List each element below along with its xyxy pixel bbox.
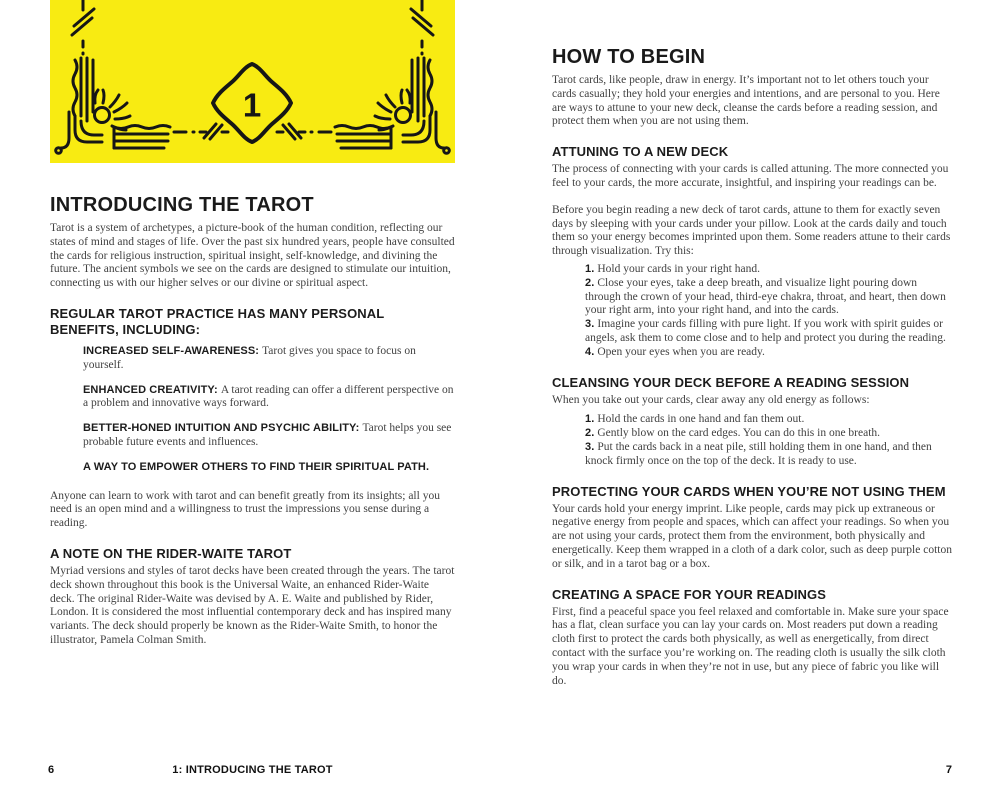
benefit-label: BETTER-HONED INTUITION AND PSYCHIC ABILITY:	[83, 422, 360, 435]
how-to-begin-paragraph: Tarot cards, like people, draw in energy. It’s important not to let others touch your cards casually; they hold your energies and intentions, and are personal to you. Here are ways to attune to your new deck, cleanse the cards before a reading session, and protect them when you are not using them.	[552, 74, 940, 128]
right-page-number: 7	[945, 764, 952, 776]
step-text: Hold the cards in one hand and fan them out.	[597, 413, 805, 426]
benefits-heading: REGULAR TAROT PRACTICE HAS MANY PERSONAL BENEFITS, INCLUDING:	[50, 305, 385, 337]
step-number: 1.	[585, 262, 595, 275]
art-background	[50, 0, 455, 163]
creating-space-heading: CREATING A SPACE FOR YOUR READINGS	[552, 586, 827, 602]
benefit-text: Tarot helps you see probable future events and influences.	[83, 422, 452, 448]
step-text: Open your eyes when you are ready.	[597, 345, 765, 358]
benefit-item	[83, 345, 455, 373]
creating-space-paragraph: First, find a peaceful space you feel relaxed and comfortable in. Make sure your space has a flat, clean surface you can lay your cards on. Most readers put down a reading cloth first to protect the cards both physically, as well as energetically, from direct contact with the surface you’re working on. The reading cloth is usually the silk cloth you wrap your cards in when they’re not in use, but any piece of fabric you like will do.	[552, 605, 949, 687]
chapter-footer-label: 1: INTRODUCING THE TAROT	[172, 764, 333, 776]
benefit-item	[83, 422, 455, 450]
benefit-text: A tarot reading can offer a different perspective on a problem and innovative ways forward.	[83, 383, 454, 410]
benefit-item	[83, 384, 455, 412]
step-number: 1.	[585, 413, 595, 426]
protecting-paragraph: Your cards hold your energy imprint. Like people, cards may pick up extraneous or negative energy from people and spaces, which can affect your readings. So when you are not using your cards, protect them from the environment, both physically and energetically. Keep them wrapped in a cloth of a dark color, such as deep purple cotton or silk, and in a tarot bag or a box.	[552, 502, 952, 570]
right-page	[552, 45, 952, 688]
attuning-paragraph-1: The process of connecting with your cards is called attuning. The more connected you feel to your cards, the more accurate, insightful, and inspiring your readings can be.	[552, 163, 949, 189]
step-text: Hold your cards in your right hand.	[597, 262, 760, 275]
step-text: Gently blow on the card edges. You can do this in one breath.	[597, 427, 881, 440]
step-item	[585, 277, 952, 318]
right-page-title: HOW TO BEGIN	[552, 46, 706, 68]
rider-waite-paragraph: Myriad versions and styles of tarot decks have been created through the years. The tarot deck shown throughout this book is the Universal Waite, an enhanced Rider-Waite deck. The original Rider-Waite was devised by A. E. Waite and published by Rider, London. It is considered the most influential contemporary deck and has inspired many variants. The deck should properly be known as the Rider-Waite Smith, to honor the illustrator, Pamela Colman Smith.	[50, 564, 455, 646]
step-number: 3.	[585, 318, 595, 331]
step-number: 2.	[585, 427, 595, 440]
step-item	[585, 318, 952, 346]
anyone-paragraph: Anyone can learn to work with tarot and can benefit greatly from its insights; all you need is an open mind and a willingness to trust the impressions you sense during a reading.	[50, 489, 440, 530]
attuning-steps	[585, 263, 952, 360]
step-text: Close your eyes, take a deep breath, and visualize light pouring down through the crown of your head, third-eye chakra, throat, and heart, then down your right arm, into your right hand, and into the cards.	[585, 276, 946, 317]
benefit-label: INCREASED SELF-AWARENESS:	[83, 344, 260, 357]
cleansing-intro: When you take out your cards, clear away any old energy as follows:	[552, 393, 870, 406]
intro-paragraph: Tarot is a system of archetypes, a picture-book of the human condition, reflecting our states of mind and stages of life. Over the past six hundred years, people have consulted the cards for religious instruction, spiritual insight, self-knowledge, and divining the future. The ancient symbols we see on the cards are designed to stimulate our intuition, connecting us with our higher selves or our divine or spiritual aspect.	[50, 222, 455, 290]
benefit-label: ENHANCED CREATIVITY:	[83, 383, 218, 396]
step-number: 4.	[585, 345, 595, 358]
step-text: Put the cards back in a neat pile, still holding them in one hand, and then knock firmly once on the top of the deck. It is ready to use.	[585, 440, 932, 467]
step-item	[585, 413, 952, 427]
step-number: 3.	[585, 440, 595, 453]
protecting-heading: PROTECTING YOUR CARDS WHEN YOU’RE NOT USING THEM	[552, 483, 946, 499]
benefit-item	[83, 461, 455, 475]
step-item	[585, 263, 952, 277]
step-item	[585, 427, 952, 441]
chapter-number: 1	[242, 86, 262, 124]
rider-waite-heading: A NOTE ON THE RIDER-WAITE TAROT	[50, 545, 292, 561]
cleansing-heading: CLEANSING YOUR DECK BEFORE A READING SESSION	[552, 374, 910, 390]
benefit-label: A WAY TO EMPOWER OTHERS TO FIND THEIR SPIRITUAL PATH.	[83, 460, 430, 473]
step-text: Imagine your cards filling with pure light. If you work with spirit guides or angels, ask them to come close and to help and protect you during the reading.	[585, 318, 946, 344]
left-page-number: 6	[48, 764, 55, 776]
chapter-divider-illustration	[50, 0, 455, 163]
benefit-text: Tarot gives you space to focus on yourself.	[83, 344, 416, 371]
left-page-title: INTRODUCING THE TAROT	[50, 194, 314, 216]
left-page	[50, 0, 455, 648]
attuning-heading: ATTUNING TO A NEW DECK	[552, 144, 729, 160]
step-item	[585, 441, 952, 469]
benefits-list	[83, 345, 455, 475]
cleansing-steps	[585, 413, 952, 468]
step-item	[585, 346, 952, 360]
step-number: 2.	[585, 276, 595, 289]
attuning-paragraph-2: Before you begin reading a new deck of tarot cards, attune to them for exactly seven days by sleeping with your cards under your pillow. Look at the cards daily and touch them so your energy becomes imprinted upon them. Some readers attune to their cards through visualization. Try this:	[552, 203, 951, 258]
